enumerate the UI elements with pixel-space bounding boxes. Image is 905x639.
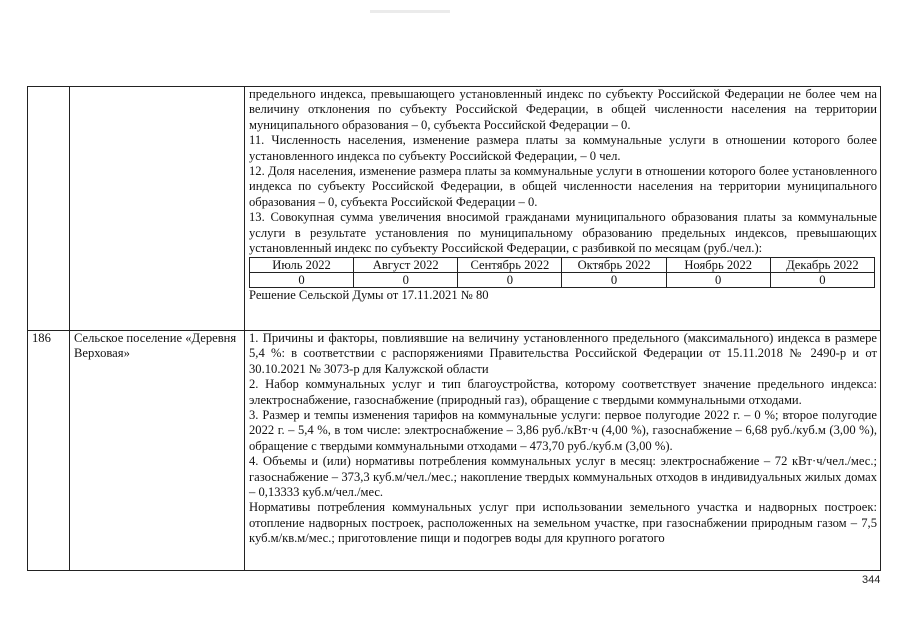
paragraph: Нормативы потребления коммунальных услуг при использовании земельного участка и надворных построек: отопление надворных построек, расположенных на земельном участке, при газоснабжении природным газом – 7,5 куб.м/кв.м/мес.; приготовление пищи и подогрев воды для крупного рогатого bbox=[249, 500, 877, 546]
row-number: 186 bbox=[32, 331, 51, 345]
paragraph: 11. Численность населения, изменение размера платы за коммунальные услуги в отношении которого более установленного индекса по субъекту Российской Федерации, – 0 чел. bbox=[249, 133, 877, 163]
paragraph: 4. Объемы и (или) нормативы потребления коммунальных услуг в месяц: электроснабжение – 72 кВт·ч/чел./мес.; газоснабжение – 373,3 куб.м/чел./мес.; накопление твердых коммунальных отходов в индивидуальных жилых домах – 0,13333 куб.м/чел./мес. bbox=[249, 454, 877, 500]
page-number: 344 bbox=[862, 574, 881, 586]
settlement-cell bbox=[70, 331, 245, 571]
month-value: 0 bbox=[562, 273, 666, 288]
month-value: 0 bbox=[354, 273, 458, 288]
month-value: 0 bbox=[250, 273, 354, 288]
month-header: Октябрь 2022 bbox=[562, 258, 666, 273]
paragraph: 3. Размер и темпы изменения тарифов на коммунальные услуги: первое полугодие 2022 г. – 0 %; второе полугодие 2022 г. – 5,4 %, в том числе: электроснабжение – 3,86 руб./кВт·ч (4,00 %), газоснабжение – 6,68 руб./куб.м (3,00 %), обращение с твердыми коммунальными отходами – 473,70 руб./куб.м (3,00 %). bbox=[249, 408, 877, 453]
scan-artifact bbox=[370, 10, 450, 13]
month-header: Декабрь 2022 bbox=[770, 258, 874, 273]
index-table bbox=[27, 86, 881, 571]
month-value: 0 bbox=[770, 273, 874, 288]
table-row-previous bbox=[28, 87, 881, 331]
decision-line: Решение Сельской Думы от 17.11.2021 № 80 bbox=[249, 288, 489, 303]
row-number-cell bbox=[28, 87, 70, 331]
paragraph: предельного индекса, превышающего установленный индекс по субъекту Российской Федерации не более чем на величину отклонения по субъекту Российской Федерации, в общей численности населения на территории муниципального образования – 0, субъекта Российской Федерации – 0. bbox=[249, 87, 877, 132]
month-header: Август 2022 bbox=[354, 258, 458, 273]
settlement-cell bbox=[70, 87, 245, 331]
info-cell bbox=[245, 331, 881, 571]
months-header-row bbox=[250, 258, 875, 273]
paragraph: 1. Причины и факторы, повлиявшие на величину установленного предельного (максимального) индекса в размере 5,4 %: в соответствии с распоряжениями Правительства Российской Федерации от 15.11.2018 № 2490-р и от 30.10.2021 № 3073-р для Калужской области bbox=[249, 331, 877, 376]
paragraph: 12. Доля населения, изменение размера платы за коммунальные услуги в отношении которого более установленного индекса по субъекту Российской Федерации, в общей численности населения на территории муниципального образования – 0, субъекта Российской Федерации – 0. bbox=[249, 164, 877, 209]
paragraph: 2. Набор коммунальных услуг и тип благоустройства, которому соответствует значение предельного индекса: электроснабжение, газоснабжение (природный газ), обращение с твердыми коммунальными отходами. bbox=[249, 377, 877, 407]
months-value-row bbox=[250, 273, 875, 288]
paragraph: 13. Совокупная сумма увеличения вносимой гражданами муниципального образования платы за коммунальные услуги в результате установления по муниципальному образованию предельных индексов, превышающих установленный индекс по субъекту Российской Федерации, с разбивкой по месяцам (руб./чел.): bbox=[249, 210, 877, 256]
month-value: 0 bbox=[666, 273, 770, 288]
table-row-186 bbox=[28, 331, 881, 571]
info-cell bbox=[245, 87, 881, 331]
monthly-sum-table bbox=[249, 257, 875, 288]
settlement-name: Сельское поселение «Деревня Верховая» bbox=[74, 331, 237, 361]
month-value: 0 bbox=[458, 273, 562, 288]
month-header: Ноябрь 2022 bbox=[666, 258, 770, 273]
month-header: Июль 2022 bbox=[250, 258, 354, 273]
row-number-cell bbox=[28, 331, 70, 571]
month-header: Сентябрь 2022 bbox=[458, 258, 562, 273]
